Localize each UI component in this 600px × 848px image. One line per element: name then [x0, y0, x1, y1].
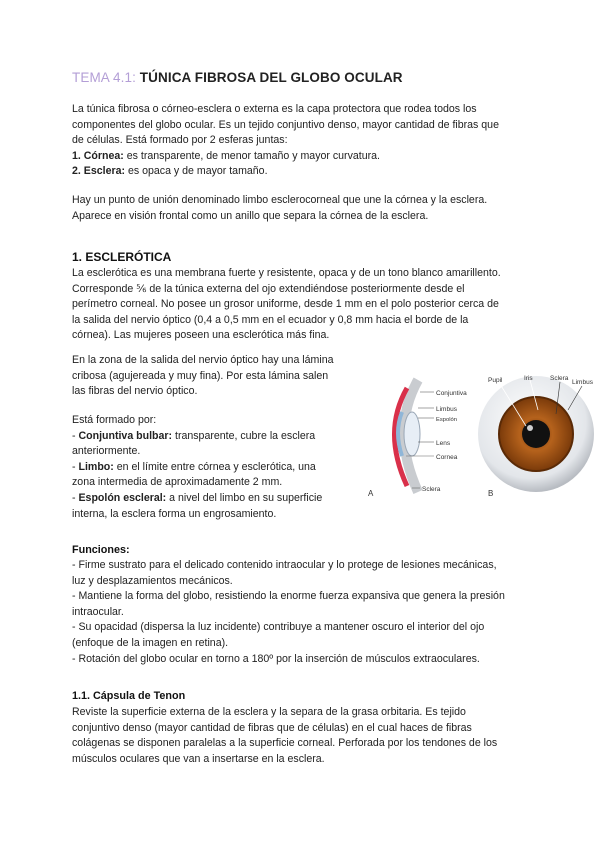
title-prefix: TEMA 4.1: — [72, 70, 136, 85]
text-line: Reviste la superficie externa de la esclera y la separa de la grasa orbitaria. Es tejido — [72, 706, 466, 718]
label-cornea: Cornea — [436, 454, 458, 461]
label-limbus-b: Limbus — [572, 379, 593, 386]
pupil — [522, 420, 550, 448]
text-line: músculos oculares que van a insertarse en la esclera. — [72, 752, 325, 765]
item-label: Espolón escleral: — [78, 491, 167, 504]
formed-by-list — [72, 413, 322, 522]
eye-anatomy-figure — [360, 370, 600, 505]
lens-shape — [404, 412, 420, 456]
panel-a-cross-section — [368, 380, 467, 498]
eye-diagram-svg — [360, 370, 600, 505]
label-limbus: Limbus — [436, 406, 457, 413]
subsection-heading: 1.1. Cápsula de Tenon — [72, 690, 186, 702]
list-item-cornea — [72, 149, 499, 165]
text-line: la salida del nervio óptico (0,4 a 0,5 mm en el ecuador y 0,8 mm hacia el borde de la — [72, 313, 469, 326]
text-line: Corresponde ⅚ de la túnica externa del ojo extendiéndose posteriormente desde el — [72, 282, 465, 295]
title-main: TÚNICA FIBROSA DEL GLOBO OCULAR — [139, 70, 403, 85]
text-line: córnea). Las mujeres poseen una esclerótica más fina. — [72, 329, 330, 342]
text-line: colágenas se disponen paralelas a la superficie corneal. Perforada por los tendones de los — [72, 737, 498, 750]
item-text: es opaca y de mayor tamaño. — [125, 165, 268, 178]
panel-b-letter: B — [488, 489, 494, 498]
panel-a-letter: A — [368, 489, 374, 498]
label-conjuntiva: Conjuntiva — [436, 390, 467, 397]
list-item — [72, 491, 322, 507]
text-line: luz y desplazamientos mecánicos. — [72, 574, 233, 587]
label-pupil: Pupil — [488, 377, 503, 384]
limbo-paragraph — [72, 193, 487, 224]
panel-b-frontal-eye — [478, 375, 594, 498]
item-label: 2. Esclera: — [72, 165, 126, 178]
esclerotica-paragraph — [72, 266, 501, 344]
tenon-paragraph — [72, 705, 497, 767]
list-item-continued: interna, la esclera forma un engrosamiento. — [72, 507, 277, 520]
item-text: a nivel del limbo en su superficie — [166, 491, 323, 504]
text-line: - Su opacidad (dispersa la luz incidente) contribuye a mantener oscuro el interior del ojo — [72, 621, 485, 634]
text-line: de células. Está formado por 2 esferas juntas: — [72, 134, 288, 147]
list-item-continued: zona intermedia de aproximadamente 2 mm. — [72, 476, 283, 489]
bullet: - — [72, 460, 79, 473]
item-label: 1. Córnea: — [72, 149, 124, 162]
list-item — [72, 460, 322, 476]
text-line: intraocular. — [72, 605, 124, 618]
text-line: En la zona de la salida del nervio óptico hay una lámina — [72, 354, 334, 366]
optic-nerve-paragraph — [72, 353, 333, 400]
label-espolon: Espolón — [436, 417, 457, 423]
label-sclera-b: Sclera — [550, 375, 569, 382]
text-line: La túnica fibrosa o córneo-esclera o externa es la capa protectora que rodea todos los — [72, 103, 477, 115]
text-line: La esclerótica es una membrana fuerte y resistente, opaca y de un tono blanco amarillento. — [72, 267, 501, 279]
page-title — [72, 70, 403, 85]
item-text: en el límite entre córnea y esclerótica, una — [113, 460, 316, 473]
text-line: Aparece en visión frontal como un anillo que separa la córnea de la esclera. — [72, 209, 429, 222]
section-heading: 1. ESCLERÓTICA — [72, 250, 172, 264]
item-label: Conjuntiva bulbar: — [78, 429, 173, 442]
funciones-list — [72, 558, 505, 667]
list-item — [72, 429, 322, 445]
item-text: transparente, cubre la esclera — [172, 429, 316, 442]
text-line: - Rotación del globo ocular en torno a 180º por la inserción de músculos extraoculares. — [72, 652, 480, 665]
label-iris: Iris — [524, 375, 533, 382]
intro-paragraph — [72, 102, 499, 180]
formed-by-label: Está formado por: — [72, 414, 157, 426]
funciones-heading: Funciones: — [72, 544, 130, 556]
label-lens: Lens — [436, 440, 451, 447]
text-line: cribosa (agujereada y muy fina). Por esta lámina salen — [72, 369, 329, 382]
bullet: - — [72, 429, 79, 442]
text-line: Hay un punto de unión denominado limbo esclerocorneal que une la córnea y la esclera. — [72, 194, 488, 206]
text-line: (enfoque de la imagen en retina). — [72, 636, 229, 649]
label-sclera-a: Sclera — [422, 486, 441, 493]
text-line: perímetro corneal. No posee un grosor uniforme, desde 1 mm en el polo posterior cerca de — [72, 298, 499, 311]
item-label: Limbo: — [78, 460, 114, 473]
bullet: - — [72, 491, 79, 504]
list-item-continued: anteriormente. — [72, 445, 141, 458]
text-line: las fibras del nervio óptico. — [72, 385, 198, 398]
item-text: es transparente, de menor tamaño y mayor curvatura. — [123, 149, 380, 162]
text-line: componentes del globo ocular. Es un tejido conjuntivo denso, mayor cantidad de fibras que — [72, 118, 499, 131]
text-line: - Firme sustrato para el delicado contenido intraocular y lo protege de lesiones mecánicas, — [72, 559, 497, 571]
text-line: - Mantiene la forma del globo, resistiendo la enorme fuerza expansiva que genera la presión — [72, 590, 505, 603]
list-item-esclera — [72, 164, 499, 180]
text-line: conjuntivo denso (mayor cantidad de fibras que de células) en el cual haces de fibras — [72, 721, 472, 734]
